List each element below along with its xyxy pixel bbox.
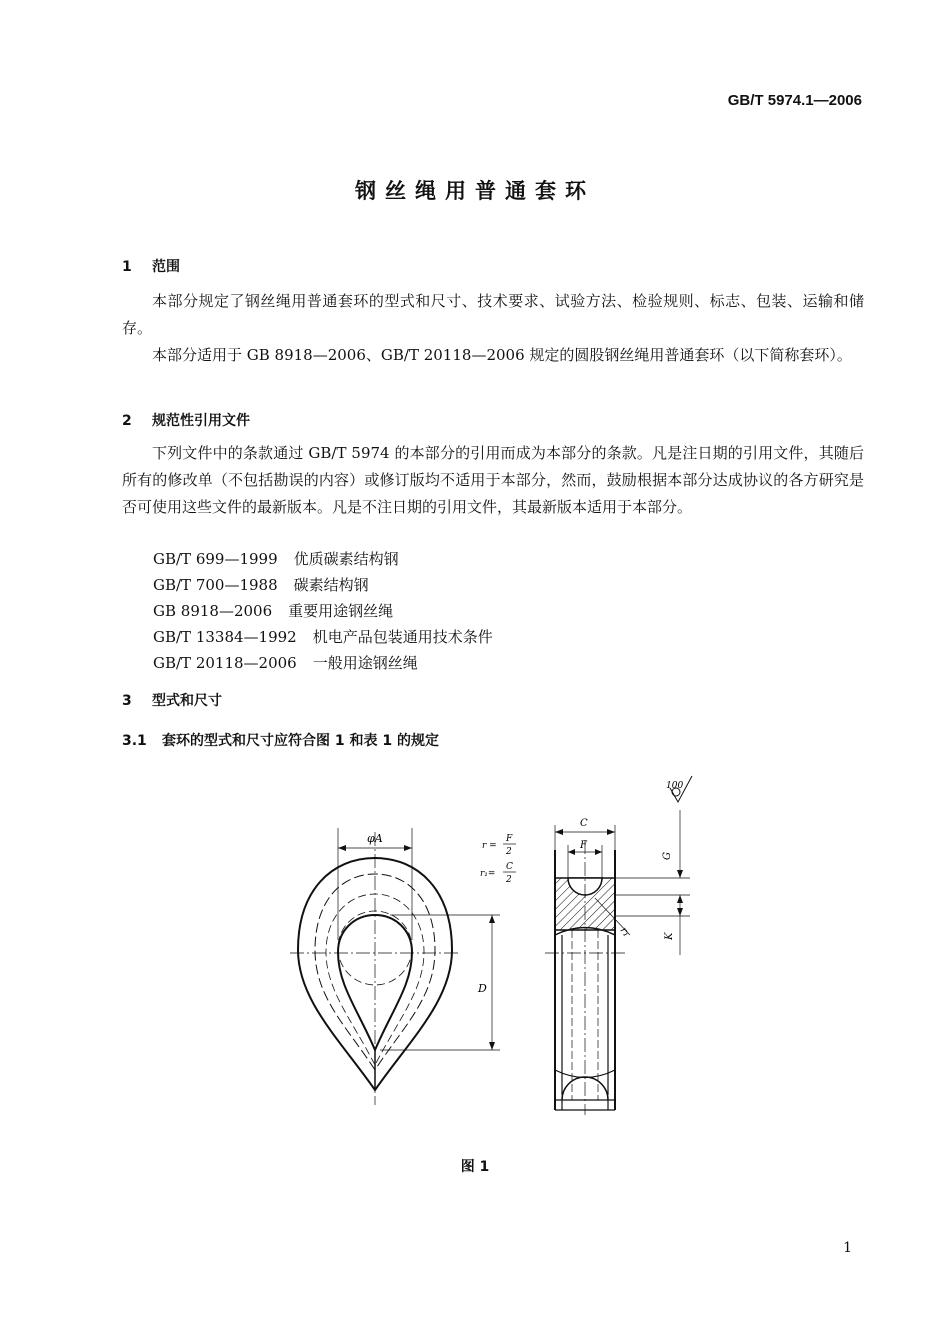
- section-number: 2: [122, 413, 132, 429]
- section-3-heading: [122, 690, 222, 710]
- section-number: 3: [122, 693, 132, 709]
- reference-item: [153, 574, 369, 595]
- reference-name: 一般用途钢丝绳: [312, 654, 418, 672]
- section-1-heading: [122, 256, 180, 276]
- reference-code: GB/T 699—1999: [153, 550, 278, 568]
- subsection-3-1-heading: [122, 730, 439, 750]
- reference-name: 碳素结构钢: [293, 576, 369, 594]
- page-title: 钢丝绳用普通套环: [355, 179, 595, 203]
- reference-item: [153, 626, 493, 647]
- section-number: 3.1: [122, 733, 147, 749]
- formula-r1-lhs: r₁=: [480, 869, 496, 879]
- reference-code: GB 8918—2006: [153, 602, 273, 620]
- phi-a-label: φA: [367, 832, 383, 845]
- k-label: K: [664, 932, 675, 940]
- section-2-paragraph-1: 下列文件中的条款通过 GB/T 5974 的本部分的引用而成为本部分的条款。凡是注日期的引用文件，其随后所有的修改单（不包括勘误的内容）或修订版均不适用于本部分，然而，鼓励根据本部分达成协议的各方研究是否可使用这些文件的最新版本。凡是不注日期的引用文件，其最新版本适用于本部分。: [122, 444, 864, 516]
- thimble-front-view: [290, 828, 500, 1105]
- f-label: F: [580, 840, 587, 851]
- section-number: 1: [122, 259, 132, 275]
- section-title: 型式和尺寸: [152, 693, 222, 709]
- radius-formulas: [480, 834, 516, 885]
- figure-caption: 图 1: [460, 1159, 490, 1175]
- reference-code: GB/T 700—1988: [153, 576, 278, 594]
- reference-item: [153, 600, 393, 621]
- section-1-paragraph-2: 本部分适用于 GB 8918—2006、GB/T 20118—2006 规定的圆股钢丝绳用普通套环（以下简称套环）。: [152, 346, 852, 364]
- reference-code: GB/T 13384—1992: [153, 628, 297, 646]
- section-2-heading: [122, 410, 250, 430]
- roughness-value: 100: [666, 781, 684, 791]
- section-1-paragraph-1: 本部分规定了钢丝绳用普通套环的型式和尺寸、技术要求、试验方法、检验规则、标志、包装、运输和储存。: [122, 292, 864, 337]
- figure-1-drawing: [270, 770, 720, 1150]
- reference-name: 优质碳素结构钢: [293, 550, 399, 568]
- reference-item: [153, 652, 418, 673]
- formula-r-denominator: 2: [506, 847, 512, 857]
- formula-r1-denominator: 2: [506, 875, 512, 885]
- r1-label: r₁: [617, 925, 632, 939]
- d-label: D: [478, 982, 487, 995]
- reference-name: 机电产品包装通用技术条件: [312, 628, 493, 646]
- page-number: 1: [843, 1240, 852, 1256]
- section-title: 规范性引用文件: [152, 413, 250, 429]
- reference-name: 重要用途钢丝绳: [288, 602, 394, 620]
- formula-r-lhs: r =: [482, 841, 497, 851]
- formula-r-numerator: F: [506, 834, 513, 844]
- section-title: 套环的型式和尺寸应符合图 1 和表 1 的规定: [162, 733, 439, 749]
- c-label: C: [580, 818, 588, 829]
- reference-item: [153, 548, 399, 569]
- section-title: 范围: [152, 259, 180, 275]
- reference-code: GB/T 20118—2006: [153, 654, 297, 672]
- formula-r1-numerator: C: [506, 862, 513, 872]
- standard-number: GB/T 5974.1—2006: [727, 92, 862, 109]
- g-label: G: [662, 852, 673, 860]
